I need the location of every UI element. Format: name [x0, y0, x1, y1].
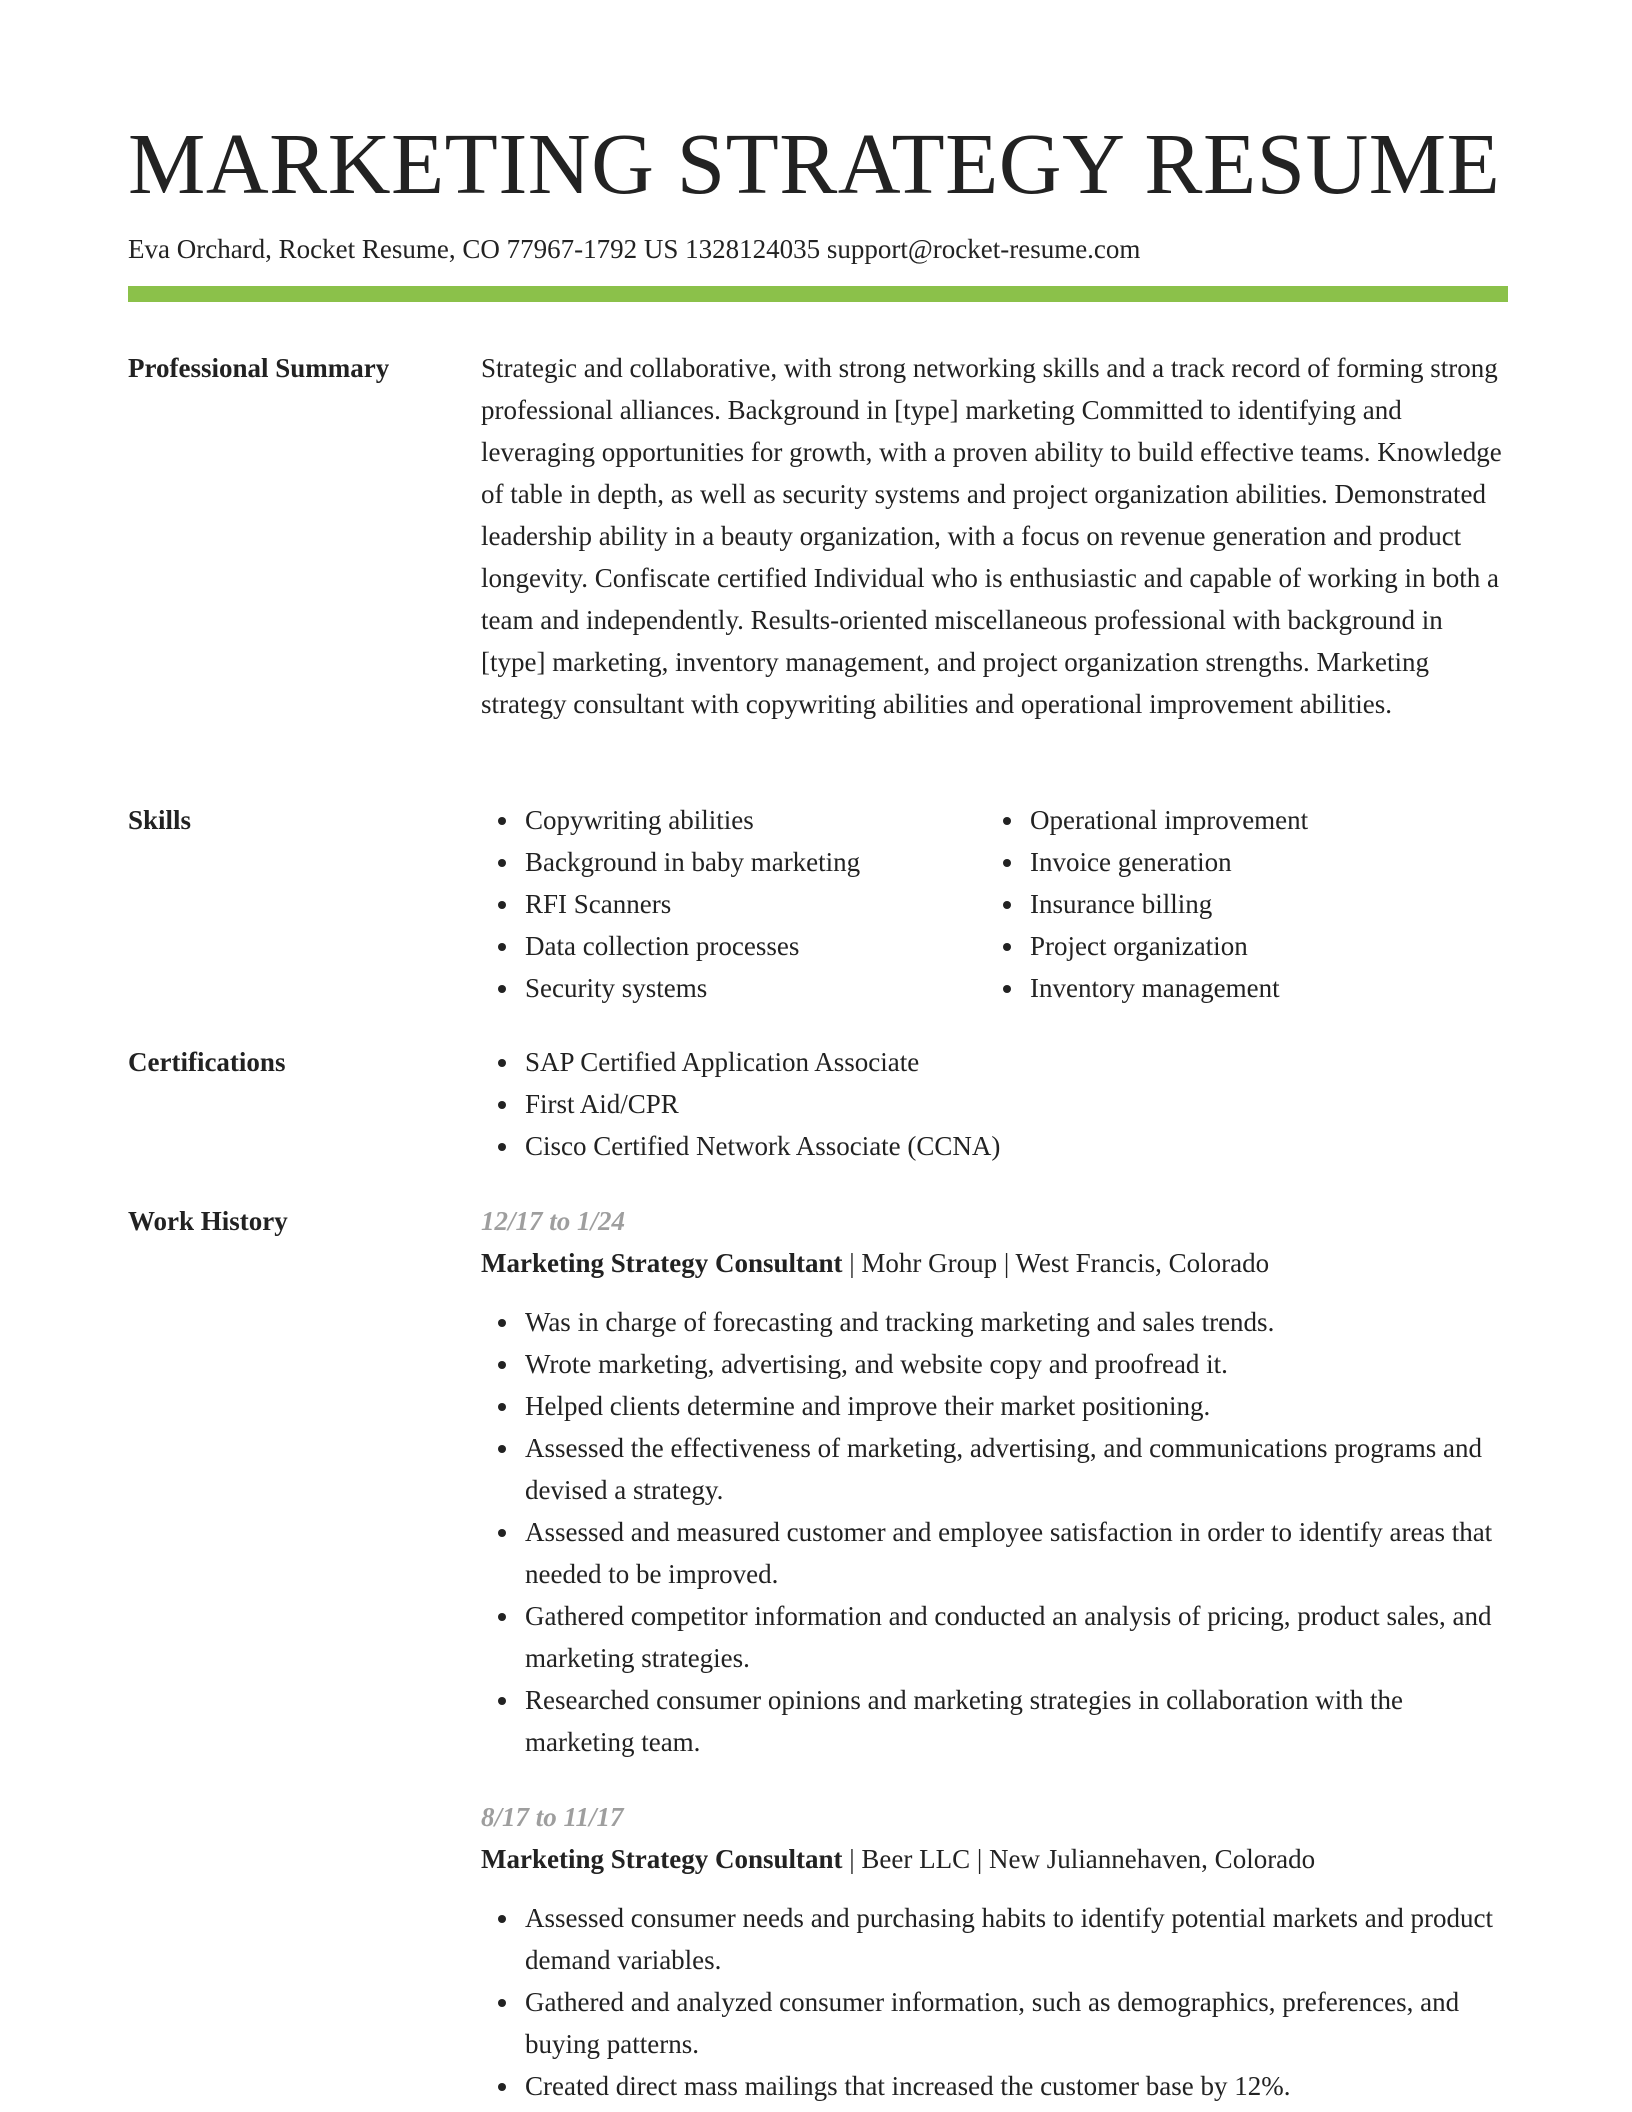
job-bullet: Assessed the effectiveness of marketing, advertising, and communications programs and devised a strategy. — [525, 1427, 1508, 1511]
skills-columns — [481, 799, 1508, 1009]
job-bullet: Gathered competitor information and conducted an analysis of pricing, product sales, and marketing strategies. — [525, 1595, 1508, 1679]
work-history-body — [481, 1200, 1508, 2107]
certifications-heading: Certifications — [128, 1047, 286, 1077]
skills-heading: Skills — [128, 805, 192, 835]
job-title: Marketing Strategy Consultant — [481, 1248, 843, 1278]
job-bullet: Was in charge of forecasting and tracking marketing and sales trends. — [525, 1301, 1508, 1343]
contact-line: Eva Orchard, Rocket Resume, CO 77967-1792 US 1328124035 support@rocket-resume.com — [128, 234, 1141, 264]
job-bullet: Assessed and measured customer and employee satisfaction in order to identify areas that needed to be improved. — [525, 1511, 1508, 1595]
job-entry — [481, 1796, 1508, 2107]
summary-body — [481, 347, 1508, 725]
skill-item: Project organization — [1030, 925, 1510, 967]
job-bullet: Assessed consumer needs and purchasing habits to identify potential markets and product demand variables. — [525, 1897, 1508, 1981]
skills-body — [481, 799, 1508, 1009]
skill-item: Inventory management — [1030, 967, 1510, 1009]
job-bullet: Helped clients determine and improve their market positioning. — [525, 1385, 1508, 1427]
skill-item: Data collection processes — [525, 925, 1005, 967]
job-bullet: Created direct mass mailings that increased the customer base by 12%. — [525, 2065, 1508, 2107]
summary-heading: Professional Summary — [128, 353, 390, 383]
skill-item: Background in baby marketing — [525, 841, 1005, 883]
job-heading — [481, 1242, 1508, 1284]
job-entry — [481, 1200, 1508, 1763]
work-history-heading: Work History — [128, 1206, 288, 1236]
job-bullet: Gathered and analyzed consumer information, such as demographics, preferences, and buying patterns. — [525, 1981, 1508, 2065]
skill-item: Security systems — [525, 967, 1005, 1009]
skills-list-right — [986, 799, 1510, 1009]
job-bullets — [481, 1897, 1508, 2107]
skill-item: Operational improvement — [1030, 799, 1510, 841]
resume-title: MARKETING STRATEGY RESUME — [128, 115, 1501, 212]
certifications-list — [481, 1041, 1508, 1167]
job-bullets — [481, 1301, 1508, 1763]
skills-list-left — [481, 799, 1005, 1009]
certification-item: Cisco Certified Network Associate (CCNA) — [525, 1125, 1508, 1167]
job-dates: 12/17 to 1/24 — [481, 1206, 626, 1236]
job-heading — [481, 1838, 1508, 1880]
job-bullet: Wrote marketing, advertising, and website copy and proofread it. — [525, 1343, 1508, 1385]
accent-divider — [128, 286, 1508, 302]
job-title: Marketing Strategy Consultant — [481, 1844, 843, 1874]
job-dates: 8/17 to 11/17 — [481, 1802, 624, 1832]
skill-item: Insurance billing — [1030, 883, 1510, 925]
certification-item: First Aid/CPR — [525, 1083, 1508, 1125]
certification-item: SAP Certified Application Associate — [525, 1041, 1508, 1083]
job-details: | Mohr Group | West Francis, Colorado — [842, 1248, 1270, 1278]
skill-item: Copywriting abilities — [525, 799, 1005, 841]
skill-item: RFI Scanners — [525, 883, 1005, 925]
skill-item: Invoice generation — [1030, 841, 1510, 883]
job-bullet: Researched consumer opinions and marketing strategies in collaboration with the marketing team. — [525, 1679, 1508, 1763]
job-details: | Beer LLC | New Juliannehaven, Colorado — [842, 1844, 1316, 1874]
summary-text: Strategic and collaborative, with strong networking skills and a track record of forming strong professional alliances. Background in [type] marketing Committed to identifying and leveraging opportunities for growth, with a proven ability to build effective teams. Knowledge of table in depth, as well as security systems and project organization abilities. Demonstrated leadership ability in a beauty organization, with a focus on revenue generation and product longevity. Confiscate certified Individual who is enthusiastic and capable of working in both a team and independently. Results-oriented miscellaneous professional with background in [type] marketing, inventory management, and project organization strengths. Marketing strategy consultant with copywriting abilities and operational improvement abilities. — [481, 353, 1502, 719]
certifications-body — [481, 1041, 1508, 1167]
